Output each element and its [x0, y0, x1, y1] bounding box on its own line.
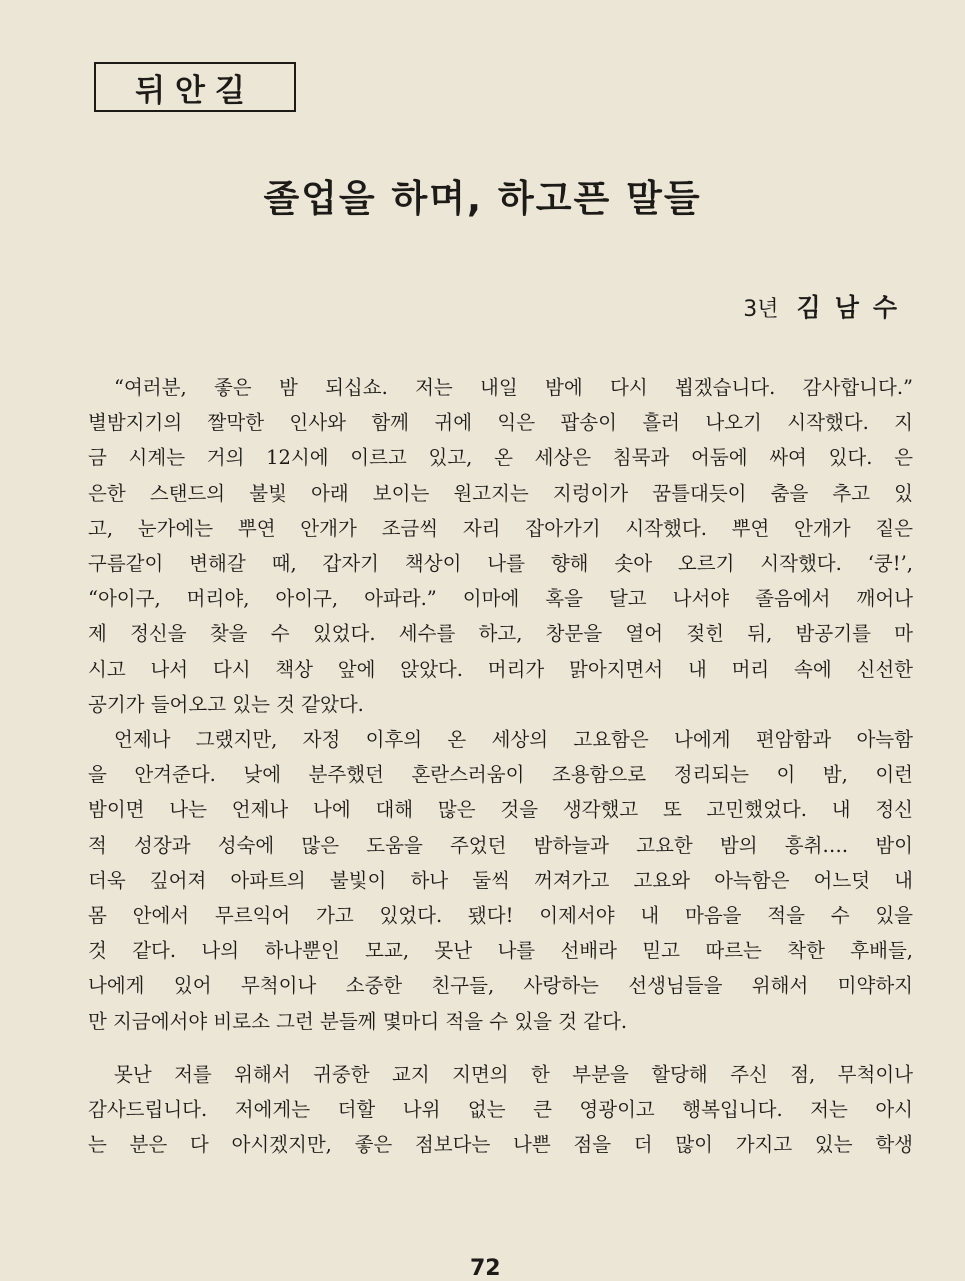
- text-line: “여러분, 좋은 밤 되십쇼. 저는 내일 밤에 다시 뵙겠습니다. 감사합니다.”: [114, 376, 913, 399]
- text-line: 는 분은 다 아시겠지만, 좋은 점보다는 나쁜 점을 더 많이 가지고 있는 학생: [88, 1133, 913, 1157]
- section-label-box: [94, 62, 296, 112]
- author-grade: 3년: [743, 297, 779, 322]
- text-line: 공기가 들어오고 있는 것 같았다.: [88, 692, 364, 716]
- text-line: 나에게 있어 무척이나 소중한 친구들, 사랑하는 선생님들을 위해서 미약하지: [88, 974, 913, 998]
- section-label: 뒤안길: [135, 72, 255, 109]
- text-line: “아이구, 머리야, 아이구, 아파라.” 이마에 혹을 달고 나서야 졸음에서 깨어나: [88, 587, 913, 611]
- text-line: 언제나 그랬지만, 자정 이후의 온 세상의 고요함은 나에게 편암함과 아늑함: [114, 728, 913, 752]
- text-line: 구름같이 변해갈 때, 갑자기 책상이 나를 향해 솟아 오르기 시작했다. ‘쿵!’,: [88, 552, 913, 576]
- paragraph-gap: [88, 1039, 913, 1057]
- text-line: 못난 저를 위해서 귀중한 교지 지면의 한 부분을 할당해 주신 점, 무척이나: [114, 1062, 913, 1086]
- text-line: 고, 눈가에는 뿌연 안개가 조금씩 자리 잡아가기 시작했다. 뿌연 안개가 짙은: [88, 516, 913, 540]
- author-byline: [743, 288, 911, 324]
- text-line: 적 성장과 성숙에 많은 도움을 주었던 밤하늘과 고요한 밤의 흥취…. 밤이: [88, 833, 913, 857]
- paragraph: [88, 1057, 913, 1163]
- text-line: 몸 안에서 무르익어 가고 있었다. 됐다! 이제서야 내 마음을 적을 수 있을: [88, 904, 913, 928]
- paragraph: [88, 722, 913, 1039]
- text-line: 시고 나서 다시 책상 앞에 앉았다. 머리가 맑아지면서 내 머리 속에 신선한: [88, 657, 913, 681]
- article-body: [88, 370, 913, 1162]
- text-line: 을 안겨준다. 낮에 분주했던 혼란스러움이 조용함으로 정리되는 이 밤, 이런: [88, 763, 913, 787]
- text-line: 것 같다. 나의 하나뿐인 모교, 못난 나를 선배라 믿고 따르는 착한 후배들,: [88, 939, 913, 963]
- text-line: 밤이면 나는 언제나 나에 대해 많은 것을 생각했고 또 고민했었다. 내 정신: [88, 798, 913, 822]
- author-name: 김남수: [796, 293, 911, 322]
- text-line: 은한 스탠드의 불빛 아래 보이는 원고지는 지렁이가 꿈틀대듯이 춤을 추고 있: [88, 481, 913, 505]
- text-line: 더욱 깊어져 아파트의 불빛이 하나 둘씩 꺼져가고 고요와 아늑함은 어느덧 내: [88, 868, 913, 892]
- page-number: 72: [470, 1256, 501, 1281]
- text-line: 별밤지기의 짤막한 인사와 함께 귀에 익은 팝송이 흘러 나오기 시작했다. 지: [88, 411, 913, 435]
- text-line: 금 시계는 거의 12시에 이르고 있고, 온 세상은 침묵과 어둠에 싸여 있다. 은: [88, 446, 913, 470]
- text-line: 제 정신을 찾을 수 있었다. 세수를 하고, 창문을 열어 젖힌 뒤, 밤공기를 마: [88, 622, 913, 646]
- article-title: 졸업을 하며, 하고픈 말들: [263, 177, 702, 220]
- paragraph: [88, 370, 913, 722]
- text-line: 만 지금에서야 비로소 그런 분들께 몇마디 적을 수 있을 것 같다.: [88, 1009, 628, 1033]
- text-line: 감사드립니다. 저에게는 더할 나위 없는 큰 영광이고 행복입니다. 저는 아시: [88, 1098, 913, 1122]
